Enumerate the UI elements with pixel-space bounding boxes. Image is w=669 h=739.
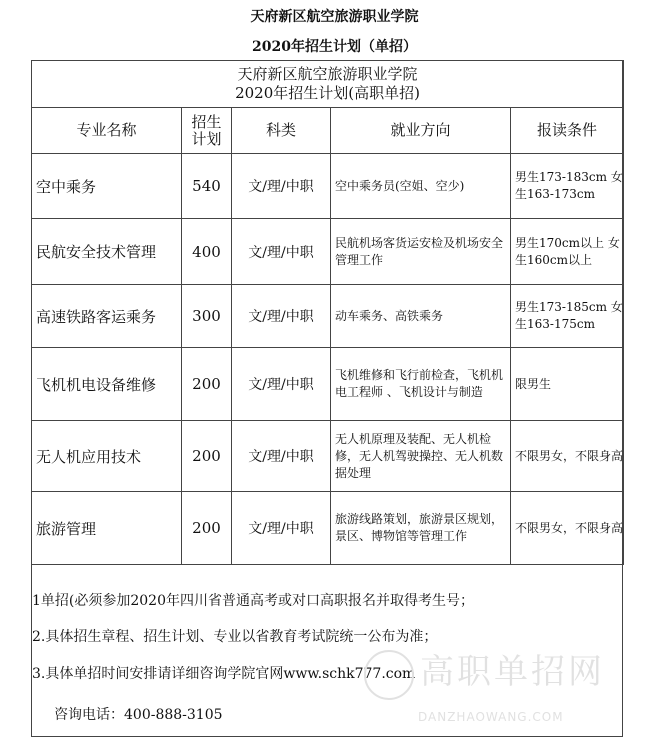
column-header-plan	[182, 108, 232, 154]
plan-count: 400	[182, 219, 232, 285]
requirement: 不限男女，不限身高	[511, 492, 624, 565]
plan-count: 200	[182, 492, 232, 565]
plan-count: 200	[182, 421, 232, 492]
requirement: 不限男女，不限身高	[511, 421, 624, 492]
watermark-logo-icon	[364, 650, 414, 700]
page-subtitle: 2020年招生计划（单招）	[252, 39, 417, 55]
column-header-requirement: 报读条件	[511, 108, 624, 154]
note-2: 2.具体招生章程、招生计划、专业以省教育考试院统一公布为准；	[32, 629, 438, 645]
career-direction: 旅游线路策划，旅游景区规划，景区、博物馆等管理工作	[331, 492, 511, 565]
requirement: 男生173-183cm 女生163-173cm	[511, 154, 624, 219]
category: 文/理/中职	[232, 219, 331, 285]
watermark-url: DANZHAOWANG.COM	[418, 710, 564, 724]
table-row	[32, 348, 624, 421]
column-header-plan-label: 招生计划	[191, 112, 222, 148]
table-title-line1: 天府新区航空旅游职业学院	[237, 65, 418, 83]
table-row	[32, 421, 624, 492]
plan-count: 300	[182, 285, 232, 348]
column-header-major: 专业名称	[32, 108, 182, 154]
major-name: 空中乘务	[32, 154, 182, 219]
column-header-category: 科类	[232, 108, 331, 154]
major-name: 高速铁路客运乘务	[32, 285, 182, 348]
table-title-line2: 2020年招生计划(高职单招)	[235, 84, 420, 102]
category: 文/理/中职	[232, 154, 331, 219]
category: 文/理/中职	[232, 285, 331, 348]
plan-count: 200	[182, 348, 232, 421]
table-row	[32, 285, 624, 348]
watermark-text: 高职单招网	[420, 652, 605, 692]
major-name: 无人机应用技术	[32, 421, 182, 492]
requirement: 限男生	[511, 348, 624, 421]
career-direction: 空中乘务员(空姐、空少)	[331, 154, 511, 219]
requirement: 男生170cm以上 女生160cm以上	[511, 219, 624, 285]
table-row	[32, 154, 624, 219]
major-name: 飞机机电设备维修	[32, 348, 182, 421]
career-direction: 无人机原理及装配、无人机检修，无人机驾驶操控、无人机数据处理	[331, 421, 511, 492]
category: 文/理/中职	[232, 492, 331, 565]
career-direction: 民航机场客货运安检及机场安全管理工作	[331, 219, 511, 285]
table-title	[32, 61, 624, 108]
category: 文/理/中职	[232, 348, 331, 421]
note-3: 3.具体单招时间安排请详细咨询学院官网www.schk777.com	[32, 666, 416, 682]
career-direction: 飞机维修和飞行前检查，飞机机电工程师 、飞机设计与制造	[331, 348, 511, 421]
table-row	[32, 492, 624, 565]
plan-count: 540	[182, 154, 232, 219]
enrollment-plan-table	[31, 60, 624, 565]
column-header-direction: 就业方向	[331, 108, 511, 154]
requirement: 男生173-185cm 女生163-175cm	[511, 285, 624, 348]
category: 文/理/中职	[232, 421, 331, 492]
major-name: 民航安全技术管理	[32, 219, 182, 285]
contact-phone: 咨询电话：400-888-3105	[54, 707, 223, 723]
table-row	[32, 219, 624, 285]
note-1: 1单招(必须参加2020年四川省普通高考或对口高职报名并取得考生号；	[32, 593, 474, 609]
career-direction: 动车乘务、高铁乘务	[331, 285, 511, 348]
page-title: 天府新区航空旅游职业学院	[250, 9, 419, 25]
major-name: 旅游管理	[32, 492, 182, 565]
